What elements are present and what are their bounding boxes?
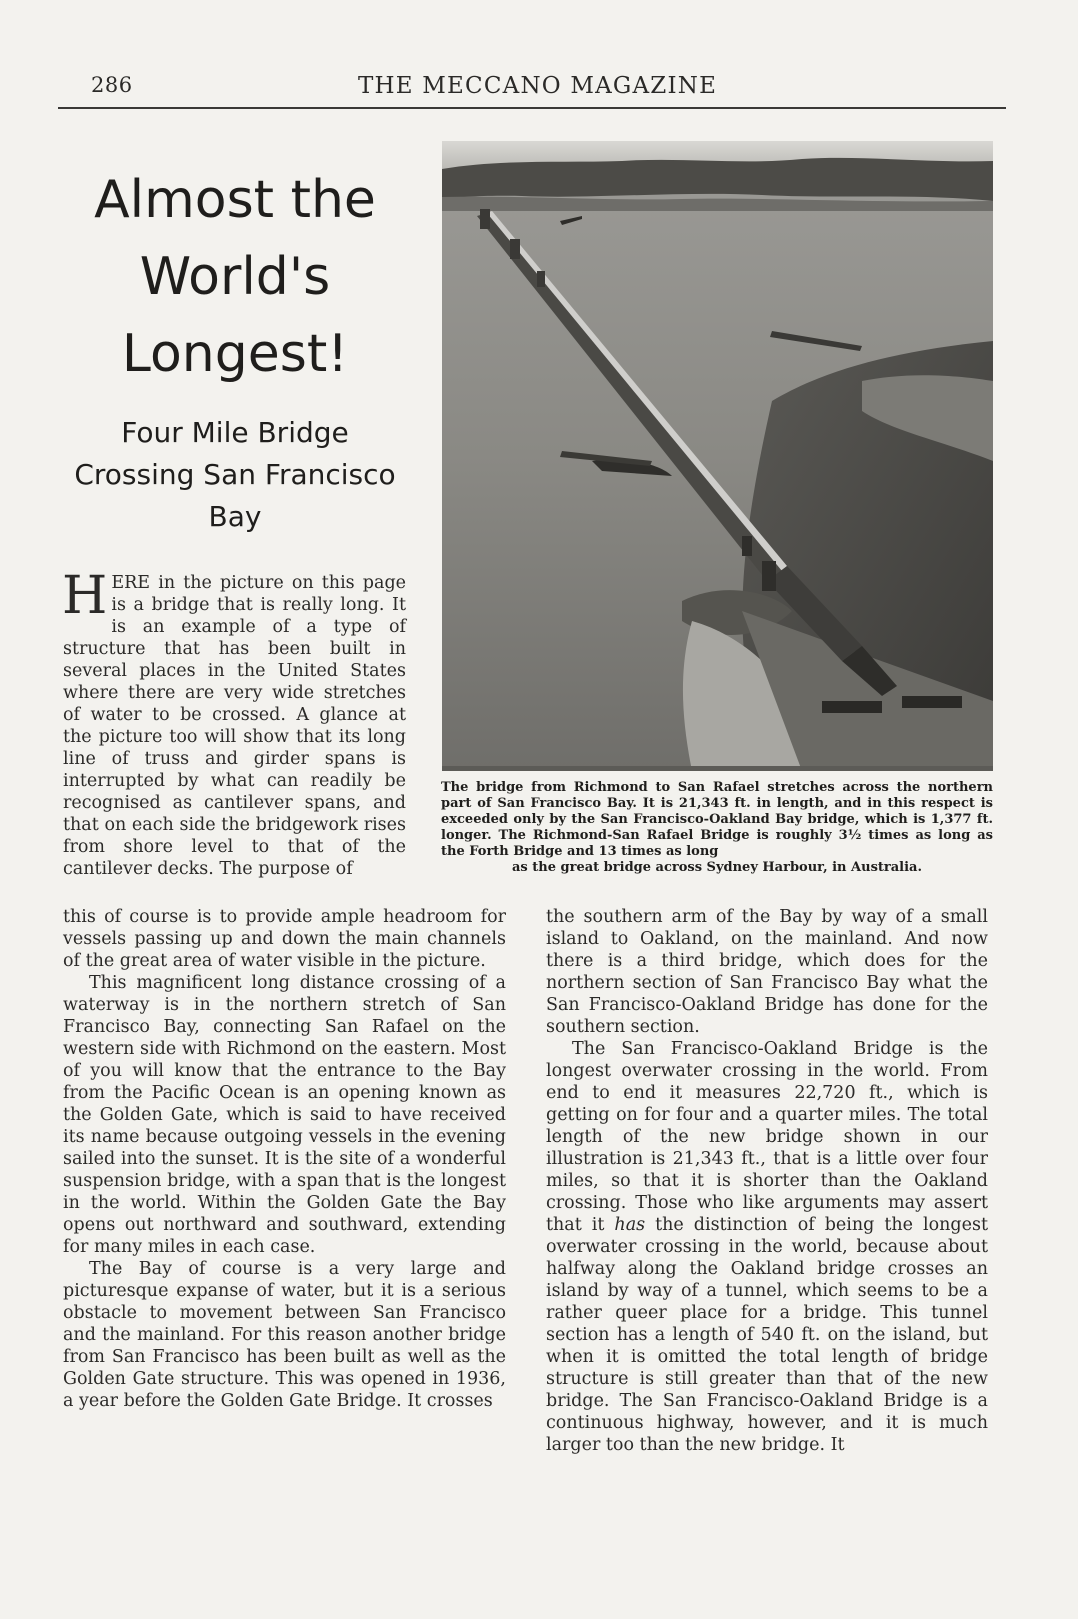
caption-text-last: as the great bridge across Sydney Harbour, in Australia. (512, 860, 922, 875)
title-line: Almost the (94, 170, 376, 230)
paragraph-text: the southern arm of the Bay by way of a small island to Oakland, on the mainland. And now there is a third bridge, which does for the northern section of San Francisco Bay what the San Francisco-Oakland Bridge has done for the southern section. (546, 907, 988, 1037)
title-line: World's (139, 247, 331, 307)
paragraph-fragment: The San Francisco-Oakland Bridge is the longest overwater crossing in the world. From end to end it measures 22,720 ft., which is getting on for four and a quarter miles. The total length of the new bridge shown in our illustration is 21,343 ft., that is a little over four miles, so that it is shorter than the Oakland crossing. Those who like arguments may assert that it (546, 1039, 988, 1235)
article-subtitle (60, 412, 410, 538)
drop-cap: H (62, 566, 108, 626)
subtitle-line: Bay (208, 500, 262, 533)
magazine-title: THE MECCANO MAGAZINE (358, 73, 718, 99)
subtitle-line: Four Mile Bridge (121, 416, 349, 449)
paragraph-text (546, 1038, 988, 1456)
bridge-photo-illustration (442, 141, 993, 771)
paragraph-text: This magnificent long distance crossing of a waterway is in the northern stretch of San Francisco Bay, connecting San Rafael on the western side with Richmond on the eastern. Most of you will know that the entrance to the Bay from the Pacific Ocean is an opening known as the Golden Gate, which is said to have received its name because outgoing vessels in the evening sailed into the sunset. It is the site of a wonderful suspension bridge, with a span that is the longest in the world. Within the Golden Gate the Bay opens out northward and southward, extending for many miles in each case. (63, 973, 506, 1257)
left-column-text (63, 906, 506, 1412)
photo-caption (441, 780, 993, 876)
paragraph-text: The Bay of course is a very large and picturesque expanse of water, but it is a serious obstacle to movement between San Francisco and the mainland. For this reason another bridge from San Francisco has been built as well as the Golden Gate structure. This was opened in 1936, a year before the Golden Gate Bridge. It crosses (63, 1259, 506, 1411)
paragraph-fragment: the distinction of being the longest overwater crossing in the world, because about halfway along the Oakland bridge crosses an island by way of a tunnel, which seems to be a rather queer place for a bridge. This tunnel section has a length of 540 ft. on the island, but when it is omitted the total length of bridge structure is still greater than that of the new bridge. The San Francisco-Oakland Bridge is a continuous highway, however, and it is much larger too than the new bridge. It (546, 1215, 988, 1455)
article-title (60, 162, 410, 393)
intro-paragraph (62, 566, 406, 880)
paragraph-text: this of course is to provide ample headroom for vessels passing up and down the main channels of the great area of water visible in the picture. (63, 907, 506, 971)
bridge-aerial-photo (442, 141, 993, 771)
subtitle-line: Crossing San Francisco (74, 458, 396, 491)
title-line: Longest! (121, 324, 349, 384)
emphasis-text: has (614, 1215, 646, 1235)
caption-text: The bridge from Richmond to San Rafael stretches across the northern part of San Francisco Bay. It is 21,343 ft. in length, and in this respect is exceeded only by the San Francisco-Oakland Bay bridge, which is 1,377 ft. longer. The Richmond-San Rafael Bridge is roughly 3½ times as long as the Forth Bridge and 13 times as long (441, 780, 993, 859)
header-rule (58, 107, 1006, 109)
paragraph-text: ERE in the picture on this page is a bridge that is really long. It is an example of a type of structure that has been built in several places in the United States where there are very wide stretches of water to be crossed. A glance at the picture too will show that its long line of truss and girder spans is interrupted by what can readily be recognised as cantilever spans, and that on each side the bridgework rises from shore level to that of the cantilever decks. The purpose of (63, 573, 406, 879)
right-column-text (546, 906, 988, 1456)
page-number: 286 (91, 73, 133, 97)
